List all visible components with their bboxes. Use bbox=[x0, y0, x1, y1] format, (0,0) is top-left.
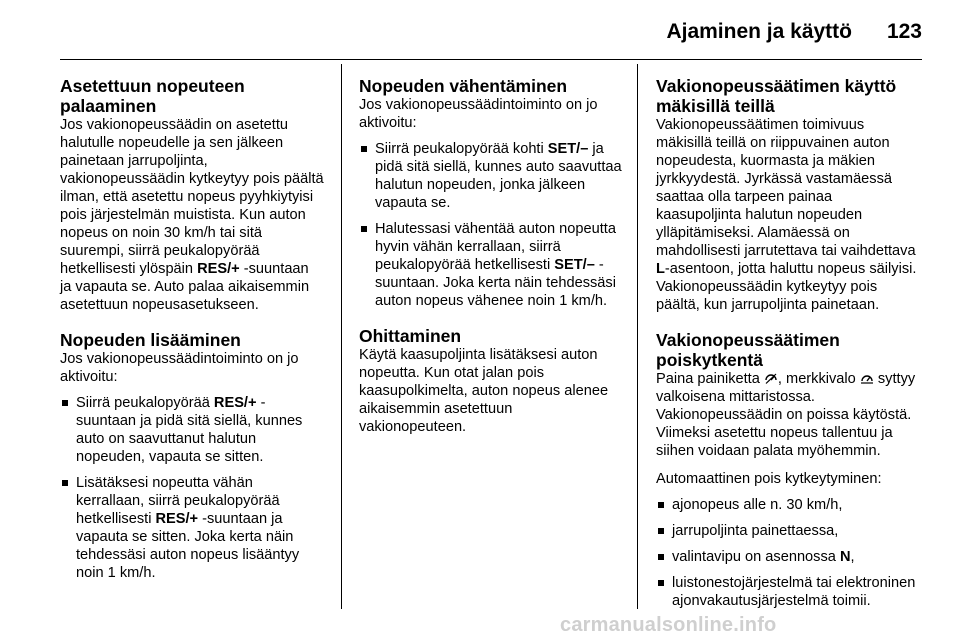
page-number: 123 bbox=[886, 20, 922, 43]
bullet-icon bbox=[658, 580, 664, 586]
text: , merkkivalo bbox=[777, 371, 860, 387]
text: ajonopeus alle n. 30 km/h, bbox=[672, 497, 843, 513]
list-item bbox=[656, 548, 920, 566]
section-heading: Vakionopeussäätimen poiskytkentä bbox=[656, 330, 840, 370]
list-item bbox=[656, 522, 920, 540]
paragraph bbox=[656, 116, 920, 314]
bullet-icon bbox=[361, 226, 367, 232]
header-divider bbox=[60, 59, 922, 60]
text: -suuntaan. Joka kerta näin tehdessäsi auton nopeus vähenee noin 1 km/h. bbox=[375, 257, 616, 309]
cruise-off-icon bbox=[764, 371, 778, 385]
paragraph: Käytä kaasupoljinta lisätäksesi auton nopeutta. Kun otat jalan pois kaasupolkimelta, auton nopeus alenee aikaisemmin asetettuun vakionopeuteen. bbox=[359, 347, 609, 435]
key-label: RES/+ bbox=[213, 395, 257, 411]
paragraph: Jos vakionopeussäädintoiminto on jo aktivoitu: bbox=[60, 351, 299, 385]
bullet-icon bbox=[62, 480, 68, 486]
section-heading: Nopeuden lisääminen bbox=[60, 330, 241, 350]
bullet-icon bbox=[361, 146, 367, 152]
list-item bbox=[359, 140, 623, 212]
text: jarrupoljinta painettaessa, bbox=[672, 523, 839, 539]
bullet-icon bbox=[658, 528, 664, 534]
list-item bbox=[656, 496, 920, 514]
text: -suuntaan ja vapauta se sitten. Joka kerta näin tehdessäsi auton nopeus lisääntyy noin 1 km/h. bbox=[76, 511, 300, 581]
paragraph bbox=[60, 116, 324, 314]
column-divider bbox=[341, 64, 342, 609]
key-label: SET/– bbox=[554, 257, 595, 273]
bullet-list bbox=[359, 140, 623, 310]
column-3 bbox=[656, 76, 920, 610]
text: Halutessasi vähentää auton nopeutta hyvin vähän kerrallaan, siirrä peukalopyörää hetkellisesti bbox=[375, 221, 616, 273]
cruise-indicator-icon bbox=[860, 371, 874, 385]
column-1 bbox=[60, 76, 324, 582]
text: Vakionopeussäätimen toimivuus mäkisillä teillä on riippuvainen auton nopeudesta, kuormasta ja mäkien jyrkkyydestä. Jyrkässä vastamäessä saattaa olla tarpeen painaa kaasupoljinta halutun nopeuden ylläpitämiseksi. Alamäessä on mahdollisesti jarrutettava tai vaihdettava bbox=[656, 117, 916, 259]
text: Siirrä peukalopyörää kohti bbox=[375, 141, 548, 157]
text: luistonestojärjestelmä tai elektroninen ajonvakautusjärjestelmä toimii. bbox=[672, 575, 916, 609]
page-title: Ajaminen ja käyttö bbox=[666, 20, 852, 43]
text: -asentoon, jotta haluttu nopeus säilyisi. Vakionopeussäädin kytkeytyy pois päältä, kun jarrupoljinta painetaan. bbox=[656, 261, 917, 313]
text: valintavipu on asennossa bbox=[672, 549, 840, 565]
paragraph: Automaattinen pois kytkeytyminen: bbox=[656, 471, 882, 487]
section-heading: Ohittaminen bbox=[359, 326, 462, 346]
list-item bbox=[60, 474, 324, 582]
key-label: RES/+ bbox=[155, 511, 199, 527]
paragraph bbox=[656, 370, 920, 460]
text: , bbox=[850, 549, 855, 565]
text: Siirrä peukalopyörää bbox=[76, 395, 214, 411]
paragraph: Jos vakionopeussäädintoiminto on jo aktivoitu: bbox=[359, 97, 598, 131]
bullet-list bbox=[656, 496, 920, 610]
list-item bbox=[60, 394, 324, 466]
bullet-icon bbox=[62, 400, 68, 406]
column-divider bbox=[637, 64, 638, 609]
text: Jos vakionopeussäädin on asetettu halutulle nopeudelle ja sen jälkeen painetaan jarrupoljinta, vakionopeussäädin kytkeytyy pois päältä ilman, että asetettu nopeus pyyhkiytyisi pois järjestelmän muistista. Kun auton nopeus on noin 30 km/h tai sitä suurempi, siirrä peukalopyörää hetkellisesti ylöspäin bbox=[60, 117, 324, 277]
list-item bbox=[359, 220, 623, 310]
text: syttyy valkoisena mittaristossa. Vakionopeussäädin on poissa käytöstä. Viimeksi asetettu nopeus tallentuu ja siihen voidaan palata myöhemmin. bbox=[656, 371, 916, 459]
text: Lisätäksesi nopeutta vähän kerrallaan, siirrä peukalopyörää hetkellisesti bbox=[76, 475, 280, 527]
key-label: RES/+ bbox=[197, 261, 240, 277]
page-header bbox=[0, 0, 960, 64]
watermark-link[interactable]: carmanualsonline.info bbox=[560, 614, 777, 636]
list-item bbox=[656, 574, 920, 610]
section-heading: Nopeuden vähentäminen bbox=[359, 76, 568, 96]
text: Paina painiketta bbox=[656, 371, 764, 387]
section-heading: Asetettuun nopeuteen palaaminen bbox=[60, 76, 245, 116]
column-2 bbox=[359, 76, 623, 436]
text: ja pidä sitä siellä, kunnes auto saavuttaa halutun nopeuden, jonka jälkeen vapauta se. bbox=[375, 141, 622, 211]
key-label: SET/– bbox=[547, 141, 589, 157]
key-label: L bbox=[656, 261, 665, 277]
bullet-icon bbox=[658, 502, 664, 508]
text: -suuntaan ja vapauta se. Auto palaa aikaisemmin asetettuun nopeusasetukseen. bbox=[60, 261, 310, 313]
bullet-icon bbox=[658, 554, 664, 560]
section-heading: Vakionopeussäätimen käyttö mäkisillä teillä bbox=[656, 76, 897, 116]
bullet-list bbox=[60, 394, 324, 582]
key-label: N bbox=[839, 549, 851, 565]
text: -suuntaan ja pidä sitä siellä, kunnes auto on saavuttanut halutun nopeuden, vapauta se sitten. bbox=[76, 395, 303, 465]
